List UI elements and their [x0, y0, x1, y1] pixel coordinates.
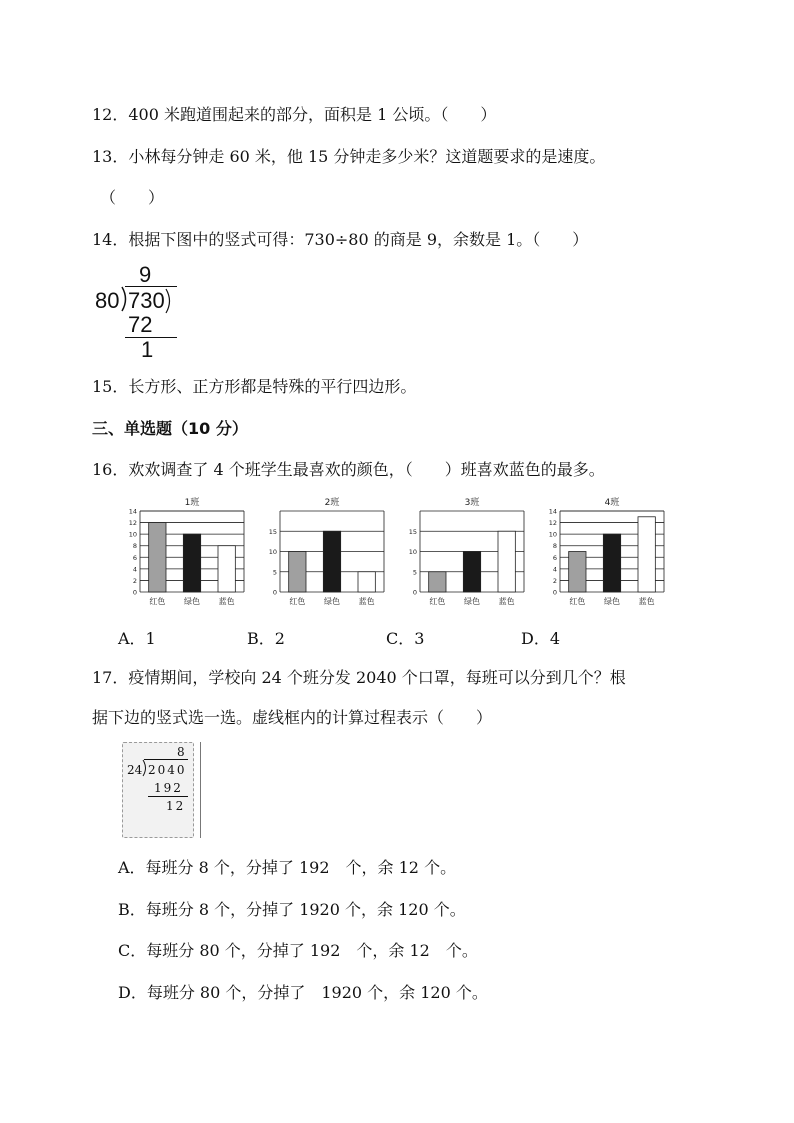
bar — [289, 552, 306, 593]
image-edge-line — [200, 742, 201, 838]
bar-chart-class-2 — [260, 494, 390, 612]
section-title: 三、单选题（10 分） — [92, 419, 248, 438]
y-tick-label: 10 — [408, 548, 417, 556]
y-tick-label: 0 — [272, 588, 277, 597]
question-17-line-2: 据下边的竖式选一选。虚线框内的计算过程表示（ ） — [92, 708, 493, 727]
bar — [429, 572, 446, 592]
bar — [358, 572, 375, 592]
y-tick-label: 12 — [548, 519, 557, 528]
y-tick-label: 10 — [128, 530, 137, 539]
y-tick-label: 4 — [552, 565, 557, 574]
ld14-bracket-2 — [163, 288, 173, 314]
bar — [323, 531, 340, 592]
y-tick-label: 10 — [548, 530, 557, 539]
bar — [603, 534, 620, 592]
y-tick-label: 5 — [272, 568, 277, 577]
question-13: 13．小林每分钟走 60 米，他 15 分钟走多少米？这道题要求的是速度。 — [92, 147, 606, 166]
d17-vinculum — [144, 759, 188, 760]
ld14-product: 72 — [128, 312, 153, 337]
bar — [149, 523, 166, 592]
ld14-vinculum — [125, 286, 177, 287]
question-14: 14．根据下图中的竖式可得：730÷80 的商是 9，余数是 1。（ ） — [92, 230, 589, 249]
bar-chart-class-3 — [400, 494, 530, 612]
bar — [463, 552, 480, 593]
y-tick-label: 10 — [268, 548, 277, 556]
y-tick-label: 4 — [132, 565, 137, 574]
y-tick-label: 0 — [412, 588, 417, 597]
x-tick-label: 红色 — [289, 597, 306, 606]
question-15: 15．长方形、正方形都是特殊的平行四边形。 — [92, 377, 417, 396]
d17-divisor: 24 — [127, 763, 143, 777]
option-17-a[interactable]: A．每班分 8 个，分掉了 192 个，余 12 个。 — [118, 858, 457, 877]
long-division-figure-14 — [95, 262, 205, 362]
question-13-answer-blank: （ ） — [100, 188, 165, 207]
ld14-remainder: 1 — [141, 337, 154, 362]
x-tick-label: 蓝色 — [498, 597, 515, 606]
d17-subtract-line — [148, 796, 188, 797]
option-16-c[interactable]: C．3 — [386, 629, 425, 648]
x-tick-label: 绿色 — [464, 597, 480, 606]
bar — [498, 531, 515, 592]
y-tick-label: 0 — [132, 588, 137, 597]
bar — [218, 546, 235, 592]
y-tick-label: 2 — [552, 576, 557, 585]
d17-remainder: 12 — [166, 799, 186, 813]
x-tick-label: 蓝色 — [358, 597, 375, 606]
x-tick-label: 红色 — [429, 597, 446, 606]
option-17-d[interactable]: D．每班分 80 个，分掉了 1920 个，余 120 个。 — [118, 983, 488, 1002]
question-12: 12．400 米跑道围起来的部分，面积是 1 公顷。（ ） — [92, 105, 497, 124]
x-tick-label: 蓝色 — [638, 597, 655, 606]
ld14-quotient: 9 — [139, 262, 152, 287]
y-tick-label: 14 — [548, 507, 557, 516]
ld14-dividend: 730 — [128, 288, 165, 313]
d17-quotient: 8 — [177, 745, 185, 759]
bar-chart-class-4 — [540, 494, 670, 612]
division-image-17 — [122, 742, 204, 840]
x-tick-label: 绿色 — [184, 597, 200, 606]
bar — [183, 534, 200, 592]
option-16-a[interactable]: A．1 — [118, 629, 156, 648]
question-16: 16．欢欢调查了 4 个班学生最喜欢的颜色，（ ）班喜欢蓝色的最多。 — [92, 460, 605, 479]
d17-dividend: 2040 — [148, 763, 187, 777]
bar-chart-class-1 — [120, 494, 250, 612]
x-tick-label: 红色 — [149, 597, 166, 606]
y-tick-label: 14 — [128, 507, 137, 516]
bar — [569, 552, 586, 593]
y-tick-label: 5 — [412, 568, 417, 577]
d17-product: 192 — [154, 781, 183, 795]
option-17-c[interactable]: C．每班分 80 个，分掉了 192 个，余 12 个。 — [118, 941, 478, 960]
y-tick-label: 2 — [132, 576, 137, 585]
y-tick-label: 8 — [132, 542, 137, 551]
option-16-b[interactable]: B．2 — [247, 629, 285, 648]
ld14-divisor: 80 — [95, 288, 120, 313]
y-tick-label: 6 — [132, 553, 137, 562]
x-tick-label: 蓝色 — [218, 597, 235, 606]
x-tick-label: 绿色 — [324, 597, 340, 606]
chart-title: 4班 — [604, 498, 620, 508]
chart-title: 2班 — [324, 498, 340, 508]
chart-title: 1班 — [184, 498, 200, 508]
y-tick-label: 15 — [408, 527, 417, 536]
question-17-line-1: 17．疫情期间，学校向 24 个班分发 2040 个口罩，每班可以分到几个？根 — [92, 668, 626, 687]
option-17-b[interactable]: B．每班分 8 个，分掉了 1920 个，余 120 个。 — [118, 900, 466, 919]
x-tick-label: 红色 — [569, 597, 586, 606]
y-tick-label: 12 — [128, 519, 137, 528]
y-tick-label: 8 — [552, 542, 557, 551]
chart-title: 3班 — [464, 498, 480, 508]
bar — [638, 517, 655, 592]
y-tick-label: 15 — [268, 527, 277, 536]
y-tick-label: 6 — [552, 553, 557, 562]
x-tick-label: 绿色 — [604, 597, 620, 606]
y-tick-label: 0 — [552, 588, 557, 597]
option-16-d[interactable]: D．4 — [521, 629, 561, 648]
